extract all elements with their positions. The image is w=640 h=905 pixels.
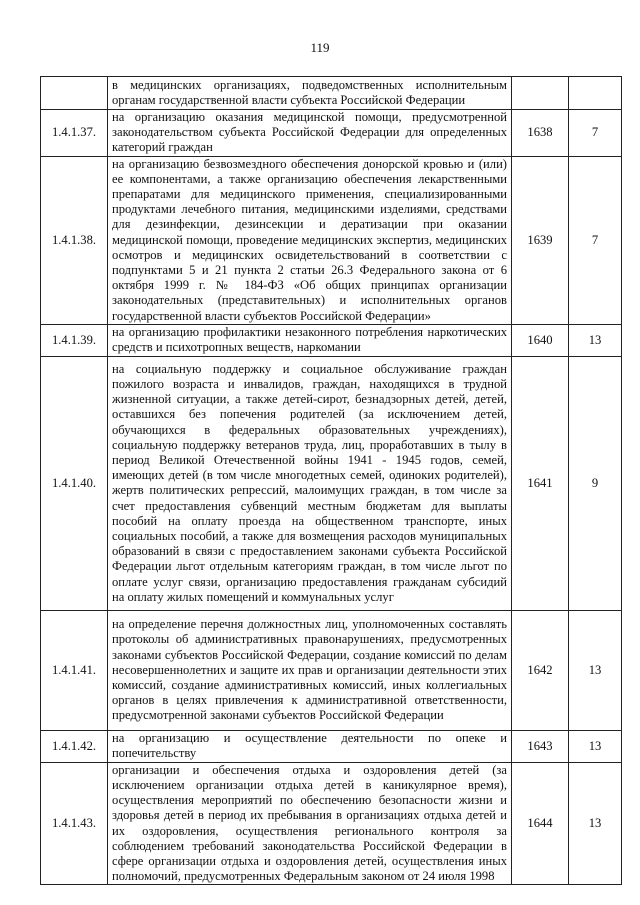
table-row xyxy=(41,156,622,324)
table-row xyxy=(41,110,622,157)
budget-classification-table xyxy=(40,76,622,885)
table-row xyxy=(41,610,622,730)
table-row xyxy=(41,324,622,356)
row-number: 1.4.1.39. xyxy=(41,324,108,356)
row-description: на организацию безвозмездного обеспечения донорской кровью и (или) ее компонентами, а также организацию обеспечения лекарственными препаратами для медицинского применения, специализированными продуктами лечебного питания, медицинскими изделиями, средствами для дезинфекции, дезинсекции и дератизации при оказании медицинской помощи, проведение медицинских экспертиз, медицинских осмотров и медицинских освидетельствований в соответствии с подпунктами 5 и 21 пункта 2 статьи 26.3 Федерального закона от 6 октября 1999 г. № 184-ФЗ «Об общих принципах организации законодательных (представительных) и исполнительных органов государственной власти субъектов Российской Федерации» xyxy=(108,156,512,324)
table-row xyxy=(41,730,622,762)
row-page: 7 xyxy=(569,156,622,324)
table-row xyxy=(41,77,622,110)
row-description: в медицинских организациях, подведомственных исполнительным органам государственной власти субъекта Российской Федерации xyxy=(108,77,512,110)
row-description: на социальную поддержку и социальное обслуживание граждан пожилого возраста и инвалидов, граждан, находящихся в трудной жизненной ситуации, а также детей-сирот, безнадзорных детей, детей, оставшихся без попечения родителей (за исключением детей, обучающихся в федеральных образовательных учреждениях), социальную поддержку ветеранов труда, лиц, проработавших в тылу в период Великой Отечественной войны 1941 - 1945 годов, семей, имеющих детей (в том числе многодетных семей, одиноких родителей), жертв политических репрессий, малоимущих граждан, в том числе за счет предоставления субвенций местным бюджетам для выплаты пособий на оплату проезда на общественном транспорте, иных социальных пособий, а также для возмещения расходов муниципальных образований в связи с предоставлением законами субъекта Российской Федерации льгот отдельным категориям граждан, в том числе льгот по оплате услуг связи, организацию предоставления гражданам субсидий на оплату жилых помещений и коммунальных услуг xyxy=(108,356,512,610)
row-page: 13 xyxy=(569,730,622,762)
row-code: 1643 xyxy=(512,730,569,762)
row-code: 1644 xyxy=(512,762,569,885)
row-code: 1642 xyxy=(512,610,569,730)
row-description: на определение перечня должностных лиц, уполномоченных составлять протоколы об административных правонарушениях, предусмотренных законами субъектов Российской Федерации, создание комиссий по делам несовершеннолетних и защите их прав и организации деятельности этих комиссий, создание административных комиссий, иных коллегиальных органов в целях привлечения к административной ответственности, предусмотренной законами субъектов Российской Федерации xyxy=(108,610,512,730)
row-page: 13 xyxy=(569,324,622,356)
row-number: 1.4.1.42. xyxy=(41,730,108,762)
row-page xyxy=(569,77,622,110)
page-number: 119 xyxy=(310,40,330,55)
row-code xyxy=(512,77,569,110)
row-code: 1639 xyxy=(512,156,569,324)
row-code: 1640 xyxy=(512,324,569,356)
row-description: на организацию оказания медицинской помощи, предусмотренной законодательством субъекта Российской Федерации для определенных категорий граждан xyxy=(108,110,512,157)
table-row xyxy=(41,762,622,885)
row-page: 7 xyxy=(569,110,622,157)
row-description: на организацию профилактики незаконного потребления наркотических средств и психотропных веществ, наркомании xyxy=(108,324,512,356)
row-code: 1638 xyxy=(512,110,569,157)
row-number: 1.4.1.37. xyxy=(41,110,108,157)
table-row xyxy=(41,356,622,610)
row-number: 1.4.1.40. xyxy=(41,356,108,610)
row-number: 1.4.1.43. xyxy=(41,762,108,885)
row-number: 1.4.1.38. xyxy=(41,156,108,324)
row-description: организации и обеспечения отдыха и оздоровления детей (за исключением организации отдыха детей в каникулярное время), осуществления мероприятий по обеспечению безопасности жизни и здоровья детей в период их пребывания в организациях отдыха детей и их оздоровления, осуществления регионального контроля за соблюдением требований законодательства Российской Федерации в сфере организации отдыха и оздоровления детей, осуществления иных полномочий, предусмотренных Федеральным законом от 24 июля 1998 xyxy=(108,762,512,885)
row-page: 13 xyxy=(569,610,622,730)
row-description: на организацию и осуществление деятельности по опеке и попечительству xyxy=(108,730,512,762)
row-page: 13 xyxy=(569,762,622,885)
row-code: 1641 xyxy=(512,356,569,610)
row-number xyxy=(41,77,108,110)
row-number: 1.4.1.41. xyxy=(41,610,108,730)
row-page: 9 xyxy=(569,356,622,610)
